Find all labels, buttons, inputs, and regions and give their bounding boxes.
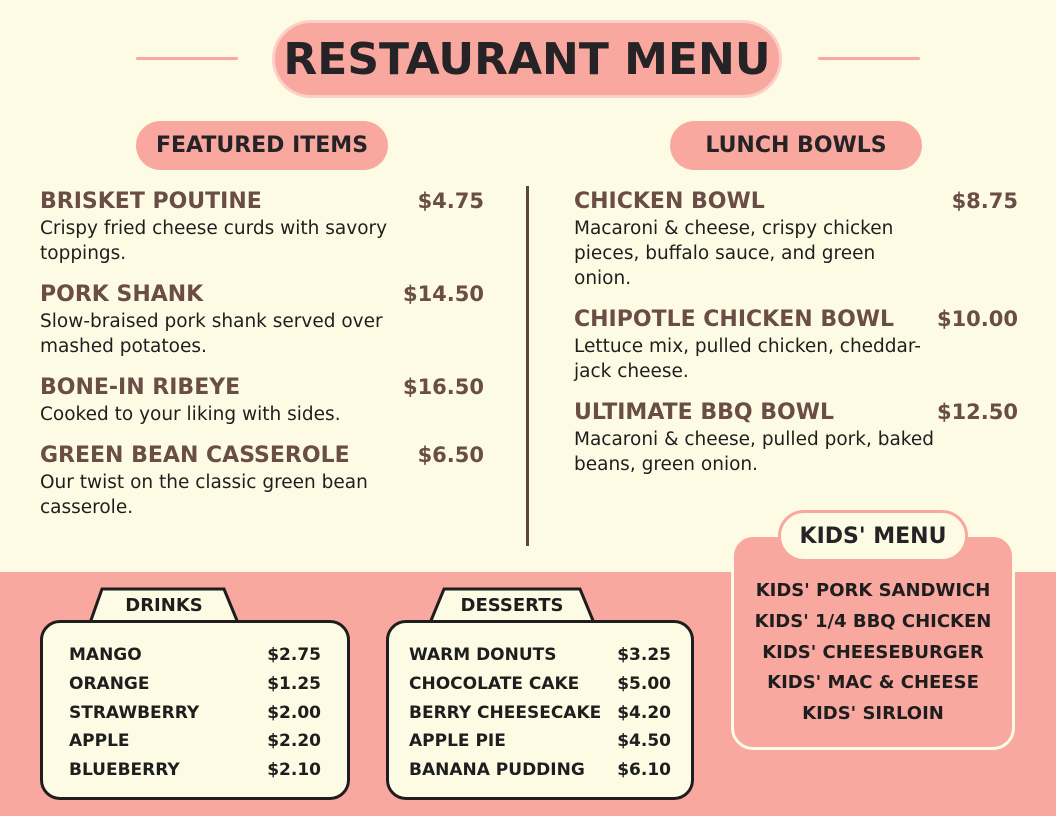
list-item — [409, 727, 671, 756]
list-item — [409, 670, 671, 699]
dessert-price: $5.00 — [617, 674, 671, 695]
kids-menu-heading: KIDS' MENU — [778, 510, 968, 562]
dessert-price: $6.10 — [617, 760, 671, 781]
item-price: $4.75 — [417, 189, 484, 213]
drink-name: BLUEBERRY — [69, 760, 180, 781]
drink-name: MANGO — [69, 645, 142, 666]
list-item — [409, 641, 671, 670]
drink-price: $2.10 — [267, 760, 321, 781]
drink-price: $2.20 — [267, 731, 321, 752]
title-decor-line-right — [818, 57, 920, 60]
list-item — [69, 727, 321, 756]
item-price: $8.75 — [951, 189, 1018, 213]
item-description: Macaroni & cheese, pulled pork, baked beans, green onion. — [574, 429, 934, 475]
page-title: RESTAURANT MENU — [283, 33, 771, 85]
item-price: $6.50 — [417, 443, 484, 467]
item-description: Lettuce mix, pulled chicken, cheddar-jack cheese. — [574, 336, 921, 382]
list-item — [69, 698, 321, 727]
menu-item — [574, 189, 1018, 291]
menu-title-banner — [272, 20, 782, 98]
drink-price: $1.25 — [267, 674, 321, 695]
item-name: PORK SHANK — [40, 282, 204, 307]
menu-item — [40, 282, 484, 359]
featured-items-heading: FEATURED ITEMS — [136, 121, 388, 170]
menu-item — [40, 375, 484, 427]
dessert-name: BERRY CHEESECAKE — [409, 702, 602, 723]
drink-name: STRAWBERRY — [69, 702, 200, 723]
item-price: $12.50 — [936, 400, 1018, 424]
item-name: GREEN BEAN CASSEROLE — [40, 443, 350, 468]
item-name: BRISKET POUTINE — [40, 189, 262, 214]
column-divider — [526, 186, 529, 546]
item-description: Our twist on the classic green bean casserole. — [40, 472, 368, 518]
menu-item — [574, 400, 1018, 477]
dessert-name: WARM DONUTS — [409, 645, 557, 666]
title-decor-line-left — [136, 57, 238, 60]
dessert-name: BANANA PUDDING — [409, 760, 585, 781]
dessert-name: APPLE PIE — [409, 731, 506, 752]
desserts-heading: DESSERTS — [460, 595, 564, 616]
menu-item — [40, 443, 484, 520]
list-item — [69, 756, 321, 785]
drinks-heading: DRINKS — [125, 595, 203, 616]
item-description: Cooked to your liking with sides. — [40, 404, 341, 425]
list-item: KIDS' CHEESEBURGER — [762, 641, 984, 663]
list-item — [409, 756, 671, 785]
list-item — [69, 641, 321, 670]
drink-price: $2.00 — [267, 702, 321, 723]
item-price: $16.50 — [402, 375, 484, 399]
item-price: $10.00 — [936, 307, 1018, 331]
list-item: KIDS' PORK SANDWICH — [755, 580, 991, 601]
list-item — [69, 670, 321, 699]
item-description: Macaroni & cheese, crispy chicken pieces, buffalo sauce, and green onion. — [574, 218, 894, 289]
item-description: Slow-braised pork shank served over mashed potatoes. — [40, 311, 383, 357]
item-name: CHIPOTLE CHICKEN BOWL — [574, 307, 895, 332]
dessert-price: $3.25 — [617, 645, 671, 666]
menu-item — [40, 189, 484, 266]
item-price: $14.50 — [402, 282, 484, 306]
item-name: BONE-IN RIBEYE — [40, 375, 241, 400]
featured-items-list — [40, 189, 484, 536]
item-name: CHICKEN BOWL — [574, 189, 765, 214]
kids-menu-list — [731, 576, 1015, 730]
drink-price: $2.75 — [267, 645, 321, 666]
drink-name: APPLE — [69, 731, 130, 752]
item-name: ULTIMATE BBQ BOWL — [574, 400, 834, 425]
item-description: Crispy fried cheese curds with savory toppings. — [40, 218, 388, 264]
list-item — [409, 698, 671, 727]
desserts-box — [386, 620, 694, 800]
dessert-name: CHOCOLATE CAKE — [409, 674, 580, 695]
dessert-price: $4.20 — [617, 702, 671, 723]
dessert-price: $4.50 — [617, 731, 671, 752]
list-item: KIDS' SIRLOIN — [802, 703, 944, 725]
lunch-bowls-list — [574, 189, 1018, 493]
list-item: KIDS' 1/4 BBQ CHICKEN — [754, 610, 992, 632]
lunch-bowls-heading: LUNCH BOWLS — [670, 121, 922, 170]
menu-item — [574, 307, 1018, 384]
drinks-box — [40, 620, 350, 800]
list-item: KIDS' MAC & CHEESE — [767, 672, 979, 694]
drink-name: ORANGE — [69, 674, 150, 695]
